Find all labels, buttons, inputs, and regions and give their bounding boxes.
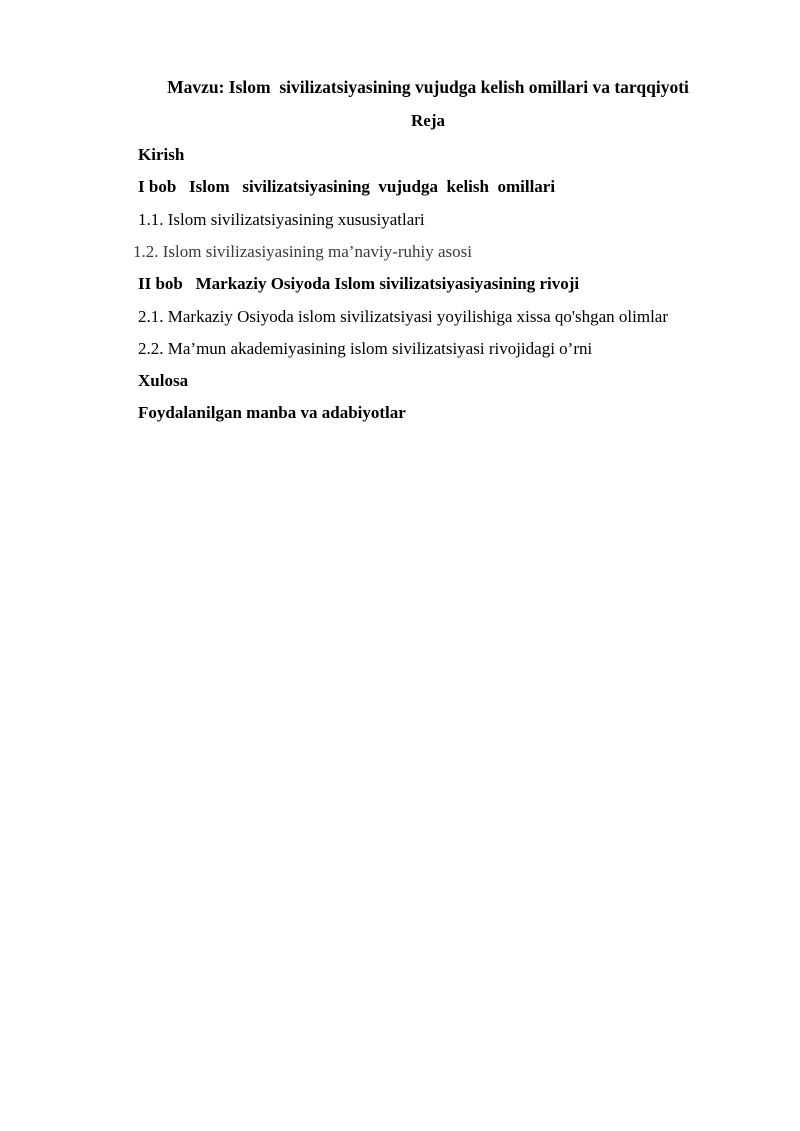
toc-section-2-2: 2.2. Ma’mun akademiyasining islom sivilizatsiyasi rivojidagi o’rni bbox=[138, 339, 593, 358]
toc-section-1-1: 1.1. Islom sivilizatsiyasining xususiyatlari bbox=[138, 210, 425, 229]
plan-heading: Reja bbox=[411, 111, 445, 130]
toc-item-introduction: Kirish bbox=[138, 145, 185, 164]
toc-chapter-2: II bob Markaziy Osiyoda Islom sivilizatsiyasiyasining rivoji bbox=[138, 274, 580, 293]
document-title: Mavzu: Islom sivilizatsiyasining vujudga kelish omillari va tarqqiyoti bbox=[167, 77, 689, 97]
toc-item-conclusion: Xulosa bbox=[138, 371, 189, 390]
toc-chapter-1: I bob Islom sivilizatsiyasining vujudga kelish omillari bbox=[138, 177, 556, 196]
toc-section-2-1: 2.1. Markaziy Osiyoda islom sivilizatsiyasi yoyilishiga xissa qo'shgan olimlar bbox=[138, 307, 669, 326]
toc-item-references: Foydalanilgan manba va adabiyotlar bbox=[138, 403, 406, 422]
toc-section-1-2: 1.2. Islom sivilizasiyasining ma’naviy-ruhiy asosi bbox=[133, 242, 473, 261]
